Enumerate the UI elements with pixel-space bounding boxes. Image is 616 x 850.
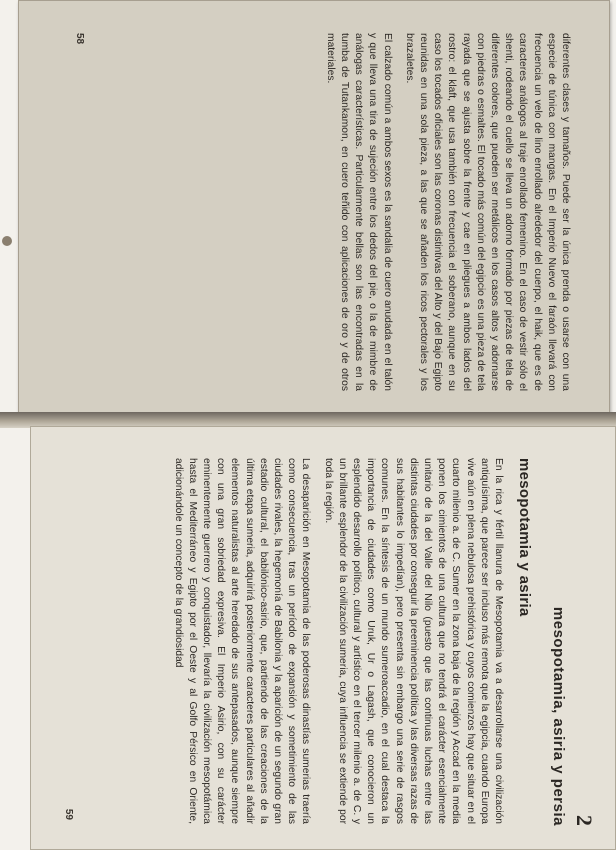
page-number: 58 — [74, 32, 85, 44]
chapter-number: 2 — [572, 815, 597, 826]
page-59-text — [162, 458, 505, 824]
page-59 — [30, 426, 616, 850]
page-58-text — [315, 33, 572, 391]
paragraph: diferentes clases y tamaños. Puede ser la única prenda o usarse con una especie de túnica con mangas. En el Imperio Nuevo el faraón llevará con frecuencia un velo de lino enrollado alrededor del cuerpo, el haik, que es de caracteres análogos al traje enrollado femenino. En el caso de vestir sólo el shenti, rodeando el cuello se lleva un adorno formado por piezas de tela de diferentes colores, que pueden ser metálicos en los casos altos y adornarse con piedras o esmaltes. El tocado más común del egipcio es una pieza de tela rayada que se ajusta sobre la frente y cae en pliegues a ambos lados del rostro: el klaft, que usa también con frecuencia el soberano, aunque en su caso los tocados oficiales son las coronas distintivas del Alto y del Bajo Egipto reunidas en una sola pieza, a las que se añaden los ricos pectorales y los brazaletes. — [403, 32, 571, 391]
paragraph: En la rica y fértil llanura de Mesopotamia va a desarrollarse una civilización antiquísima, que parece ser incluso más remota que la egipcia, cuando Europa vive aún en plena nebulosa prehistórica y cuyos comienzos hay que situar en el cuarto milenio a. de C. Sumer en la zona baja de la región y Accad en la media ponen los cimientos de una cultura que no tendrá el carácter esencialmente unitario de la del Valle del Nilo (puesto que las continuas luchas entre las distintas ciudades por conseguir la preeminencia política y las diversas razas de sus habitantes lo impedían), pero presenta sin embargo una serie de rasgos comunes. En la síntesis de un mundo sumeroaccadio, en el cual destaca la importancia de ciudades como Uruk, Ur o Lagash, que conocieron un esplendido desarrollo político, cultural y artístico en el tercer milenio a. de C. y un brillante esplendor de la civilización sumeria, cuya influencia se extiende por toda la región. — [322, 458, 504, 824]
chapter-title: mesopotamia, asiria y persia — [550, 606, 567, 826]
page-58 — [18, 0, 610, 417]
page-number: 59 — [63, 808, 74, 820]
paragraph: La desaparición en Mesopotamia de las poderosas dinastías sumerias traería como consecuencia, tras un período de expansión y sometimiento de las ciudades rivales, la hegemonía de Babilonia y la aparición de un segundo gran estadio cultural, el babilónico-asirio, que, partiendo de las creaciones de la última etapa sumeria, adquirirá posteriormente caracteres particulares al añadir elementos naturalistas al arte heredado de sus antepasados, aunque siempre con una gran sobriedad expresiva. El Imperio Asirio, con su carácter eminentemente guerrero y conquistador, llevaría la civilización mesopotámica hasta el Mediterráneo y Egipto por el Oeste y al Golfo Pérsico en Oriente, adicionándole un concepto de la grandiosidad — [172, 458, 312, 824]
page-58-content — [34, 13, 594, 405]
page-59-content — [45, 438, 601, 838]
paragraph: El calzado común a ambos sexos es la sandalia de cuero anudada en el talón y que lleva una tira de sujeción entre los dedos del pie, o la de mimbre de análogas características. Particularmente bellas son las encontradas en la tumba de Tutankamon, en cuero teñido con aplicaciones de oro y de otros materiales. — [324, 32, 393, 391]
section-title: mesopotamia y asiria — [516, 458, 533, 617]
book-clip — [2, 236, 12, 246]
